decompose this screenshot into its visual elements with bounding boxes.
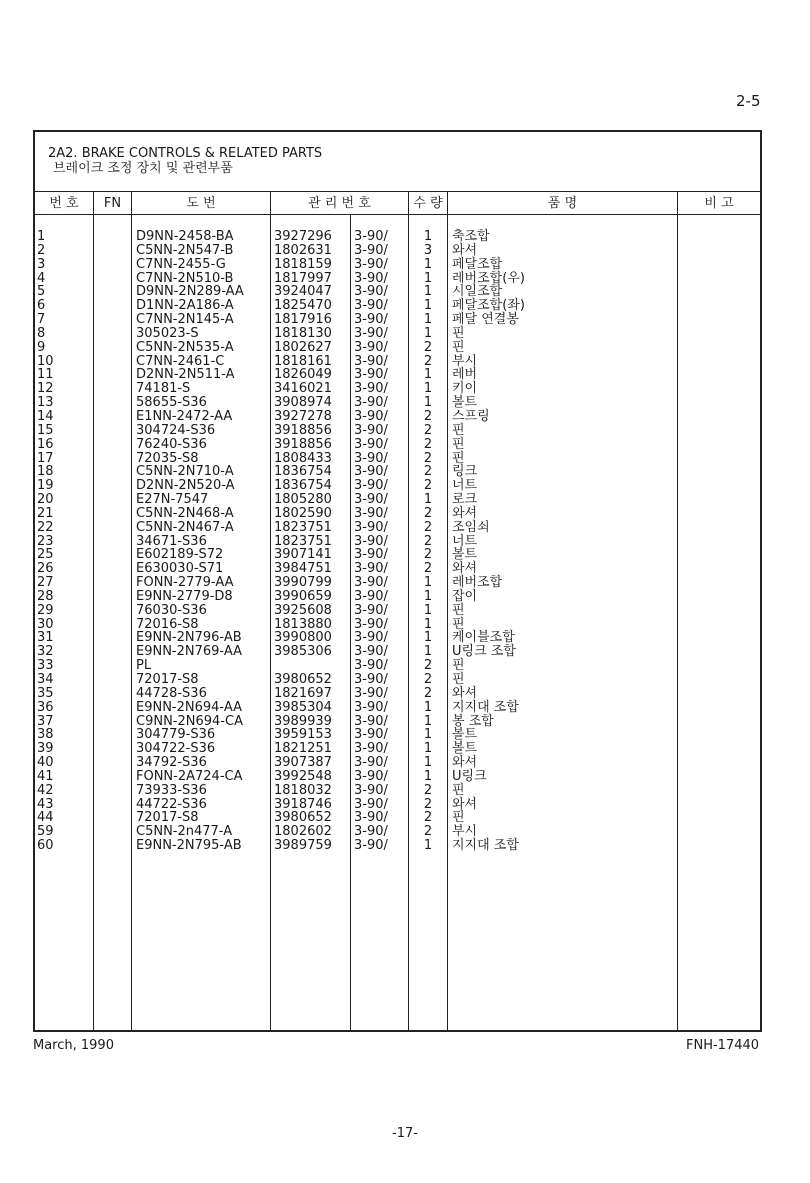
- cell-part-number: 72016-S8: [136, 616, 199, 632]
- cell-no: 10: [37, 353, 54, 369]
- cell-ref: 3-90/: [354, 519, 388, 535]
- cell-part-number: E9NN-2N769-AA: [136, 644, 242, 660]
- cell-part-number: D1NN-2A186-A: [136, 298, 234, 314]
- cell-ref: 3-90/: [354, 436, 388, 452]
- cell-part-number: 74181-S: [136, 381, 191, 397]
- cell-name: 키이: [452, 381, 478, 397]
- cell-code: 3990659: [274, 588, 332, 604]
- cell-name: 볼트: [452, 395, 478, 411]
- cell-code: 1818130: [274, 325, 332, 341]
- cell-code: 3990800: [274, 630, 332, 646]
- cell-no: 40: [37, 755, 54, 771]
- header-no: 번 호: [49, 196, 79, 211]
- cell-ref: 3-90/: [354, 602, 388, 618]
- cell-code: 1802627: [274, 339, 332, 355]
- cell-qty: 2: [423, 685, 433, 701]
- cell-qty: 1: [423, 630, 433, 646]
- cell-name: 부시: [452, 353, 478, 369]
- cell-ref: 3-90/: [354, 588, 388, 604]
- cell-name: 링크: [452, 464, 478, 480]
- cell-code: 1802590: [274, 505, 332, 521]
- cell-code: 1802602: [274, 824, 332, 840]
- cell-part-number: D9NN-2458-BA: [136, 229, 234, 244]
- title-english: 2A2. BRAKE CONTROLS & RELATED PARTS: [48, 146, 323, 161]
- cell-name: 핀: [452, 616, 465, 632]
- cell-no: 27: [37, 575, 54, 591]
- cell-name: 핀: [452, 422, 465, 438]
- col-divider-name: [447, 192, 448, 1032]
- cell-name: 와셔: [452, 755, 478, 771]
- cell-name: 볼트: [452, 741, 478, 757]
- cell-ref: 3-90/: [354, 312, 388, 328]
- cell-code: 1825470: [274, 298, 332, 314]
- cell-qty: 1: [423, 325, 433, 341]
- header-bottom-rule: [33, 214, 762, 215]
- cell-qty: 3: [423, 242, 433, 258]
- cell-no: 12: [37, 381, 54, 397]
- cell-qty: 2: [423, 782, 433, 798]
- cell-no: 15: [37, 422, 54, 438]
- cell-qty: 1: [423, 768, 433, 784]
- cell-code: 3918856: [274, 436, 332, 452]
- cell-ref: 3-90/: [354, 256, 388, 272]
- cell-ref: 3-90/: [354, 727, 388, 743]
- cell-name: 로크: [452, 492, 478, 508]
- cell-qty: 1: [423, 602, 433, 618]
- cell-part-number: 76030-S36: [136, 602, 207, 618]
- cell-no: 29: [37, 602, 54, 618]
- header-name: 품 명: [547, 196, 578, 211]
- cell-no: 38: [37, 727, 54, 743]
- cell-ref: 3-90/: [354, 492, 388, 508]
- cell-code: 3959153: [274, 727, 332, 743]
- cell-part-number: 76240-S36: [136, 436, 207, 452]
- cell-ref: 3-90/: [354, 782, 388, 798]
- cell-part-number: E630030-S71: [136, 561, 224, 577]
- cell-code: 3907141: [274, 547, 332, 563]
- cell-part-number: E27N-7547: [136, 492, 209, 508]
- cell-no: 22: [37, 519, 54, 535]
- cell-qty: 2: [423, 810, 433, 826]
- cell-part-number: C5NN-2N547-B: [136, 242, 234, 258]
- cell-name: 핀: [452, 672, 465, 687]
- cell-ref: 3-90/: [354, 353, 388, 369]
- cell-part-number: 304724-S36: [136, 422, 216, 438]
- header-qty: 수 량: [413, 196, 443, 211]
- cell-ref: 3-90/: [354, 658, 388, 674]
- cell-part-number: 72017-S8: [136, 810, 199, 826]
- cell-qty: 1: [423, 755, 433, 771]
- cell-part-number: C7NN-2N510-B: [136, 270, 234, 286]
- cell-qty: 1: [423, 367, 433, 383]
- cell-qty: 2: [423, 422, 433, 438]
- col-divider-mgmt-inner: [350, 214, 351, 1032]
- cell-qty: 2: [423, 824, 433, 840]
- cell-code: 3980652: [274, 672, 332, 687]
- cell-code: 3927296: [274, 229, 332, 244]
- cell-no: 35: [37, 685, 54, 701]
- cell-code: 3908974: [274, 395, 332, 411]
- cell-no: 20: [37, 492, 54, 508]
- column-code: [274, 230, 332, 853]
- cell-qty: 2: [423, 547, 433, 563]
- cell-name: 핀: [452, 436, 465, 452]
- cell-part-number: 72035-S8: [136, 450, 199, 466]
- cell-code: 3918746: [274, 796, 332, 812]
- cell-part-number: E9NN-2N795-AB: [136, 838, 242, 854]
- cell-part-number: E9NN-2N694-AA: [136, 699, 242, 715]
- cell-part-number: C5NN-2N710-A: [136, 464, 234, 480]
- cell-ref: 3-90/: [354, 685, 388, 701]
- cell-name: 잡이: [452, 588, 478, 604]
- cell-code: 1817916: [274, 312, 332, 328]
- cell-part-number: 72017-S8: [136, 672, 199, 687]
- cell-qty: 2: [423, 519, 433, 535]
- cell-ref: 3-90/: [354, 713, 388, 729]
- cell-no: 1: [37, 229, 46, 244]
- cell-qty: 1: [423, 256, 433, 272]
- cell-qty: 1: [423, 381, 433, 397]
- cell-qty: 1: [423, 838, 433, 854]
- header-mgmt-no: 관 리 번 호: [308, 196, 371, 211]
- cell-name: 핀: [452, 810, 465, 826]
- column-no: [37, 230, 54, 853]
- cell-code: 1808433: [274, 450, 332, 466]
- cell-qty: 2: [423, 339, 433, 355]
- cell-ref: 3-90/: [354, 824, 388, 840]
- cell-no: 5: [37, 284, 46, 300]
- cell-qty: 1: [423, 616, 433, 632]
- cell-name: 핀: [452, 339, 465, 355]
- cell-qty: 2: [423, 436, 433, 452]
- cell-qty: 2: [423, 796, 433, 812]
- cell-part-number: C7NN-2455-G: [136, 256, 226, 272]
- cell-qty: 2: [423, 658, 433, 674]
- cell-code: 3989759: [274, 838, 332, 854]
- cell-part-number: 34792-S36: [136, 755, 207, 771]
- cell-code: 3992548: [274, 768, 332, 784]
- header-top-rule: [33, 191, 762, 192]
- cell-ref: 3-90/: [354, 408, 388, 424]
- cell-ref: 3-90/: [354, 838, 388, 854]
- cell-name: 케이블조합: [452, 630, 515, 646]
- cell-qty: 1: [423, 741, 433, 757]
- cell-ref: 3-90/: [354, 395, 388, 411]
- bottom-page-number: -17-: [392, 1126, 418, 1141]
- cell-code: 1836754: [274, 478, 332, 494]
- cell-code: 1836754: [274, 464, 332, 480]
- cell-code: 3927278: [274, 408, 332, 424]
- cell-ref: 3-90/: [354, 339, 388, 355]
- cell-code: 1818032: [274, 782, 332, 798]
- cell-code: 3980652: [274, 810, 332, 826]
- cell-ref: 3-90/: [354, 533, 388, 549]
- cell-ref: 3-90/: [354, 478, 388, 494]
- page-number: 2-5: [736, 92, 761, 110]
- cell-ref: 3-90/: [354, 298, 388, 314]
- cell-name: 와셔: [452, 242, 478, 258]
- cell-no: 41: [37, 768, 54, 784]
- cell-qty: 1: [423, 492, 433, 508]
- cell-no: 23: [37, 533, 54, 549]
- cell-code: 1821697: [274, 685, 332, 701]
- cell-name: U링크 조합: [452, 644, 516, 660]
- cell-ref: 3-90/: [354, 796, 388, 812]
- cell-no: 13: [37, 395, 54, 411]
- cell-ref: 3-90/: [354, 422, 388, 438]
- cell-ref: 3-90/: [354, 381, 388, 397]
- cell-name: 축조합: [452, 229, 490, 244]
- cell-name: 레버조합: [452, 575, 503, 591]
- cell-part-number: D9NN-2N289-AA: [136, 284, 244, 300]
- cell-part-number: E9NN-2779-D8: [136, 588, 233, 604]
- cell-code: 1802631: [274, 242, 332, 258]
- cell-name: 와셔: [452, 505, 478, 521]
- header-drawing: 도 번: [186, 196, 216, 211]
- cell-name: 와셔: [452, 561, 478, 577]
- cell-no: 44: [37, 810, 54, 826]
- section-title: [48, 146, 322, 176]
- cell-no: 37: [37, 713, 54, 729]
- cell-qty: 1: [423, 575, 433, 591]
- cell-no: 32: [37, 644, 54, 660]
- cell-no: 19: [37, 478, 54, 494]
- cell-qty: 2: [423, 464, 433, 480]
- col-divider-mgmt: [270, 192, 271, 1032]
- cell-name: U링크: [452, 768, 487, 784]
- cell-ref: 3-90/: [354, 505, 388, 521]
- cell-no: 14: [37, 408, 54, 424]
- cell-part-number: C5NN-2N468-A: [136, 505, 234, 521]
- cell-qty: 2: [423, 478, 433, 494]
- cell-code: 1817997: [274, 270, 332, 286]
- cell-part-number: C7NN-2N145-A: [136, 312, 234, 328]
- cell-qty: 2: [423, 533, 433, 549]
- column-ref: [354, 230, 388, 853]
- title-korean: 브레이크 조정 장치 및 관련부품: [53, 161, 233, 176]
- cell-part-number: 73933-S36: [136, 782, 207, 798]
- cell-part-number: FONN-2779-AA: [136, 575, 234, 591]
- cell-code: 3924047: [274, 284, 332, 300]
- cell-code: 3907387: [274, 755, 332, 771]
- cell-code: [274, 659, 332, 673]
- cell-ref: 3-90/: [354, 464, 388, 480]
- cell-code: 1826049: [274, 367, 332, 383]
- cell-no: 21: [37, 505, 54, 521]
- cell-code: 3416021: [274, 381, 332, 397]
- cell-name: 페달 연결봉: [452, 312, 519, 328]
- col-divider-remark: [677, 192, 678, 1032]
- cell-no: 18: [37, 464, 54, 480]
- cell-code: 3985306: [274, 644, 332, 660]
- cell-code: 3918856: [274, 422, 332, 438]
- cell-name: 레버조합(우): [452, 270, 525, 286]
- cell-part-number: C5NN-2n477-A: [136, 824, 233, 840]
- cell-name: 와셔: [452, 685, 478, 701]
- cell-ref: 3-90/: [354, 755, 388, 771]
- cell-no: 8: [37, 325, 46, 341]
- col-divider-fn: [93, 192, 94, 1032]
- cell-part-number: C5NN-2N467-A: [136, 519, 234, 535]
- cell-no: 60: [37, 838, 54, 854]
- cell-part-number: E1NN-2472-AA: [136, 408, 233, 424]
- cell-code: 1818159: [274, 256, 332, 272]
- cell-no: 9: [37, 339, 46, 355]
- cell-no: 7: [37, 312, 46, 328]
- cell-ref: 3-90/: [354, 284, 388, 300]
- cell-part-number: D2NN-2N511-A: [136, 367, 235, 383]
- cell-no: 36: [37, 699, 54, 715]
- cell-code: 1813880: [274, 616, 332, 632]
- cell-name: 볼트: [452, 727, 478, 743]
- cell-qty: 1: [423, 713, 433, 729]
- cell-part-number: 304722-S36: [136, 741, 216, 757]
- cell-part-number: E9NN-2N796-AB: [136, 630, 242, 646]
- cell-code: 1821251: [274, 741, 332, 757]
- cell-ref: 3-90/: [354, 229, 388, 244]
- cell-no: 42: [37, 782, 54, 798]
- cell-ref: 3-90/: [354, 367, 388, 383]
- cell-name: 너트: [452, 533, 478, 549]
- cell-no: 6: [37, 298, 46, 314]
- cell-qty: 1: [423, 229, 433, 244]
- cell-part-number: C7NN-2461-C: [136, 353, 225, 369]
- cell-no: 33: [37, 658, 54, 674]
- cell-ref: 3-90/: [354, 547, 388, 563]
- cell-code: 3990799: [274, 575, 332, 591]
- cell-name: 너트: [452, 478, 478, 494]
- cell-part-number: 304779-S36: [136, 727, 216, 743]
- cell-no: 11: [37, 367, 54, 383]
- cell-code: 1823751: [274, 519, 332, 535]
- cell-ref: 3-90/: [354, 450, 388, 466]
- cell-qty: 1: [423, 727, 433, 743]
- cell-ref: 3-90/: [354, 672, 388, 687]
- footer-date: March, 1990: [33, 1038, 114, 1053]
- cell-name: 핀: [452, 602, 465, 618]
- cell-ref: 3-90/: [354, 768, 388, 784]
- cell-code: 3925608: [274, 602, 332, 618]
- cell-part-number: 305023-S: [136, 325, 199, 341]
- cell-no: 59: [37, 824, 54, 840]
- cell-name: 부시: [452, 824, 478, 840]
- cell-part-number: 58655-S36: [136, 395, 207, 411]
- cell-ref: 3-90/: [354, 741, 388, 757]
- cell-name: 핀: [452, 658, 465, 674]
- cell-part-number: C9NN-2N694-CA: [136, 713, 243, 729]
- cell-name: 시일조합: [452, 284, 503, 300]
- cell-no: 2: [37, 242, 46, 258]
- cell-name: 페달조합: [452, 256, 503, 272]
- header-remark: 비 고: [704, 196, 734, 211]
- cell-qty: 1: [423, 312, 433, 328]
- column-name: [452, 230, 525, 853]
- header-fn: FN: [103, 196, 122, 211]
- cell-no: 26: [37, 561, 54, 577]
- column-qty: [412, 230, 444, 853]
- cell-qty: 2: [423, 408, 433, 424]
- cell-name: 지지대 조합: [452, 838, 519, 854]
- cell-qty: 2: [423, 450, 433, 466]
- cell-name: 지지대 조합: [452, 699, 519, 715]
- cell-code: 3989939: [274, 713, 332, 729]
- cell-name: 핀: [452, 325, 465, 341]
- cell-qty: 2: [423, 561, 433, 577]
- cell-qty: 1: [423, 284, 433, 300]
- cell-no: 28: [37, 588, 54, 604]
- cell-code: 1805280: [274, 492, 332, 508]
- cell-no: 34: [37, 672, 54, 687]
- cell-name: 조임쇠: [452, 519, 490, 535]
- cell-part-number: E602189-S72: [136, 547, 224, 563]
- cell-no: 43: [37, 796, 54, 812]
- cell-ref: 3-90/: [354, 810, 388, 826]
- cell-ref: 3-90/: [354, 561, 388, 577]
- column-part-number: [136, 230, 244, 853]
- cell-name: 핀: [452, 782, 465, 798]
- cell-no: 25: [37, 547, 54, 563]
- cell-qty: 1: [423, 395, 433, 411]
- cell-qty: 1: [423, 298, 433, 314]
- cell-name: 핀: [452, 450, 465, 466]
- cell-no: 16: [37, 436, 54, 452]
- cell-ref: 3-90/: [354, 616, 388, 632]
- cell-qty: 1: [423, 588, 433, 604]
- cell-ref: 3-90/: [354, 699, 388, 715]
- cell-code: 3984751: [274, 561, 332, 577]
- cell-part-number: FONN-2A724-CA: [136, 768, 243, 784]
- cell-qty: 2: [423, 353, 433, 369]
- cell-name: 봉 조합: [452, 713, 494, 729]
- cell-code: 1823751: [274, 533, 332, 549]
- cell-name: 스프링: [452, 408, 490, 424]
- cell-ref: 3-90/: [354, 644, 388, 660]
- cell-code: 3985304: [274, 699, 332, 715]
- cell-no: 3: [37, 256, 46, 272]
- cell-qty: 1: [423, 270, 433, 286]
- cell-ref: 3-90/: [354, 325, 388, 341]
- cell-name: 볼트: [452, 547, 478, 563]
- cell-part-number: D2NN-2N520-A: [136, 478, 235, 494]
- col-divider-drawing: [131, 192, 132, 1032]
- cell-part-number: PL: [136, 658, 152, 674]
- cell-ref: 3-90/: [354, 630, 388, 646]
- cell-ref: 3-90/: [354, 575, 388, 591]
- cell-no: 17: [37, 450, 54, 466]
- col-divider-qty: [408, 192, 409, 1032]
- cell-qty: 2: [423, 505, 433, 521]
- cell-part-number: C5NN-2N535-A: [136, 339, 234, 355]
- cell-code: 1818161: [274, 353, 332, 369]
- cell-no: 4: [37, 270, 46, 286]
- cell-no: 39: [37, 741, 54, 757]
- cell-ref: 3-90/: [354, 270, 388, 286]
- cell-no: 30: [37, 616, 54, 632]
- cell-name: 페달조합(좌): [452, 298, 525, 314]
- cell-name: 와셔: [452, 796, 478, 812]
- footer-doc-code: FNH-17440: [686, 1038, 760, 1053]
- cell-part-number: 44722-S36: [136, 796, 207, 812]
- cell-name: 레버: [452, 367, 478, 383]
- cell-qty: 1: [423, 699, 433, 715]
- cell-ref: 3-90/: [354, 242, 388, 258]
- cell-no: 31: [37, 630, 54, 646]
- cell-qty: 2: [423, 672, 433, 687]
- cell-qty: 1: [423, 644, 433, 660]
- cell-part-number: 44728-S36: [136, 685, 207, 701]
- cell-part-number: 34671-S36: [136, 533, 207, 549]
